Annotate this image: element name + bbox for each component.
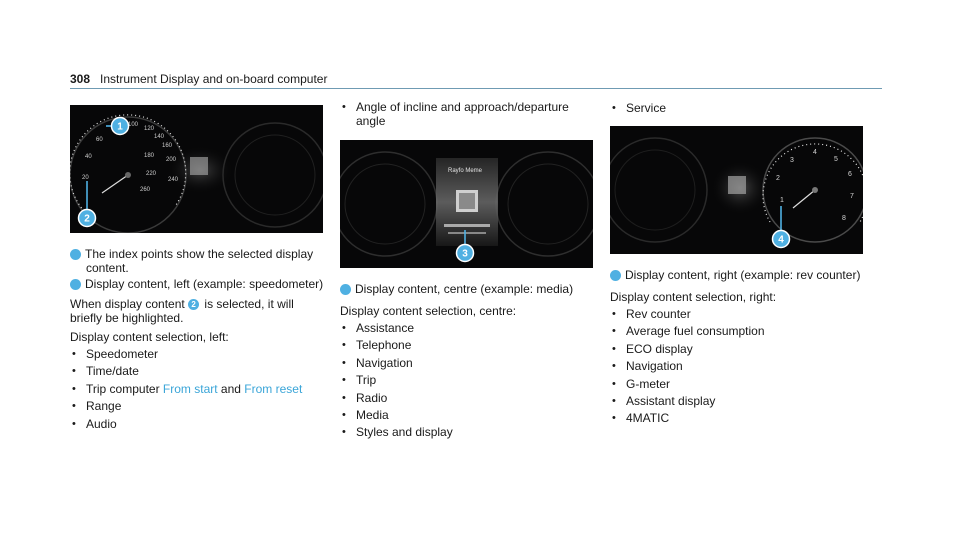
media-display-illustration — [340, 140, 593, 268]
badge-2-inline: 2 — [188, 299, 199, 310]
speedo-tick-100: 100 — [128, 122, 139, 128]
tach-tick-1: 1 — [780, 197, 784, 204]
speedo-tick-180: 180 — [144, 153, 155, 159]
list-item-trip-computer — [70, 381, 326, 398]
list-item: • G-meter — [610, 376, 890, 393]
list-item: • Average fuel consumption — [610, 323, 890, 340]
tach-tick-2: 2 — [776, 175, 780, 182]
list-item: • Navigation — [340, 355, 600, 372]
instrument-image-right — [610, 126, 863, 254]
list-item: • Range — [70, 398, 326, 415]
right-top-list — [610, 100, 860, 117]
speedo-tick-160: 160 — [162, 143, 173, 149]
caption-2 — [65, 277, 326, 291]
trip-pre: Trip computer — [86, 381, 163, 396]
para1-pre: When display content — [70, 297, 189, 311]
speedo-tick-260: 260 — [140, 187, 151, 193]
page-number: 308 — [70, 72, 91, 86]
speedo-tick-20: 20 — [82, 175, 89, 181]
list-item: • ECO display — [610, 341, 890, 358]
speedo-tick-140: 140 — [154, 134, 165, 140]
caption-4-text: Display content, right (example: rev counter) — [625, 268, 861, 282]
speedo-tick-200: 200 — [166, 157, 177, 163]
list-item: • Telephone — [340, 337, 600, 354]
page-title: Instrument Display and on-board computer — [100, 72, 328, 86]
centre-selection-list — [340, 320, 600, 442]
right-selection-list — [610, 306, 890, 428]
callout-3-label: 3 — [462, 248, 468, 260]
tach-tick-7: 7 — [850, 193, 854, 200]
left-selection-intro: Display content selection, left: — [70, 330, 229, 344]
list-item: • Rev counter — [610, 306, 890, 323]
centre-selection-intro: Display content selection, centre: — [340, 304, 517, 318]
speedo-tick-40: 40 — [85, 154, 92, 160]
tach-tick-4: 4 — [813, 149, 817, 156]
list-item: • Time/date — [70, 363, 326, 380]
caption-3-text: Display content, centre (example: media) — [355, 282, 574, 296]
list-item: • Radio — [340, 390, 600, 407]
tach-tick-6: 6 — [848, 171, 852, 178]
left-text-column — [65, 247, 326, 433]
list-item: • Angle of incline and approach/departure angle — [340, 100, 590, 128]
speedo-tick-220: 220 — [146, 171, 157, 177]
list-item: • Service — [610, 100, 860, 117]
middle-text-column — [335, 282, 600, 442]
caption-3 — [335, 282, 600, 296]
callout-2-label: 2 — [84, 213, 90, 225]
left-selection-list — [70, 346, 326, 433]
page-header — [70, 70, 882, 90]
callout-1-label: 1 — [117, 121, 123, 133]
speedometer-illustration — [70, 105, 323, 233]
highlight-paragraph — [70, 297, 326, 325]
list-item: • Trip — [340, 372, 600, 389]
tach-tick-5: 5 — [834, 156, 838, 163]
instrument-image-centre — [340, 140, 593, 268]
media-source-label: Rayfo Meme — [448, 168, 483, 174]
speedo-tick-240: 240 — [168, 177, 179, 183]
badge-1: 1 — [70, 249, 81, 260]
list-item: • Audio — [70, 416, 326, 433]
caption-1 — [65, 247, 326, 275]
badge-2: 2 — [70, 279, 81, 290]
callout-4-label: 4 — [778, 234, 784, 246]
caption-1-text: The index points show the selected display content. — [85, 247, 314, 275]
right-text-column — [605, 268, 890, 428]
list-item: • Styles and display — [340, 424, 600, 441]
rev-counter-illustration — [610, 126, 863, 254]
right-selection-intro: Display content selection, right: — [610, 290, 777, 304]
badge-3: 3 — [340, 284, 351, 295]
middle-top-list — [340, 100, 590, 128]
list-item: • Navigation — [610, 358, 890, 375]
list-item: • Assistant display — [610, 393, 890, 410]
list-item: • 4MATIC — [610, 410, 890, 427]
instrument-image-left — [70, 105, 323, 233]
tach-tick-3: 3 — [790, 157, 794, 164]
tach-tick-8: 8 — [842, 215, 846, 222]
header-divider — [70, 88, 882, 89]
list-item: • Media — [340, 407, 600, 424]
list-item: • Speedometer — [70, 346, 326, 363]
speedo-tick-60: 60 — [96, 137, 103, 143]
caption-4 — [605, 268, 890, 282]
list-item: • Assistance — [340, 320, 600, 337]
speedo-tick-120: 120 — [144, 126, 155, 132]
trip-mid: and — [217, 381, 245, 396]
para1-post: is selected, it will briefly be highlighted. — [70, 297, 294, 325]
from-start-link[interactable]: From start — [162, 381, 218, 396]
from-reset-link[interactable]: From reset — [244, 381, 303, 396]
caption-2-text: Display content, left (example: speedometer) — [85, 277, 324, 291]
badge-4: 4 — [610, 270, 621, 281]
